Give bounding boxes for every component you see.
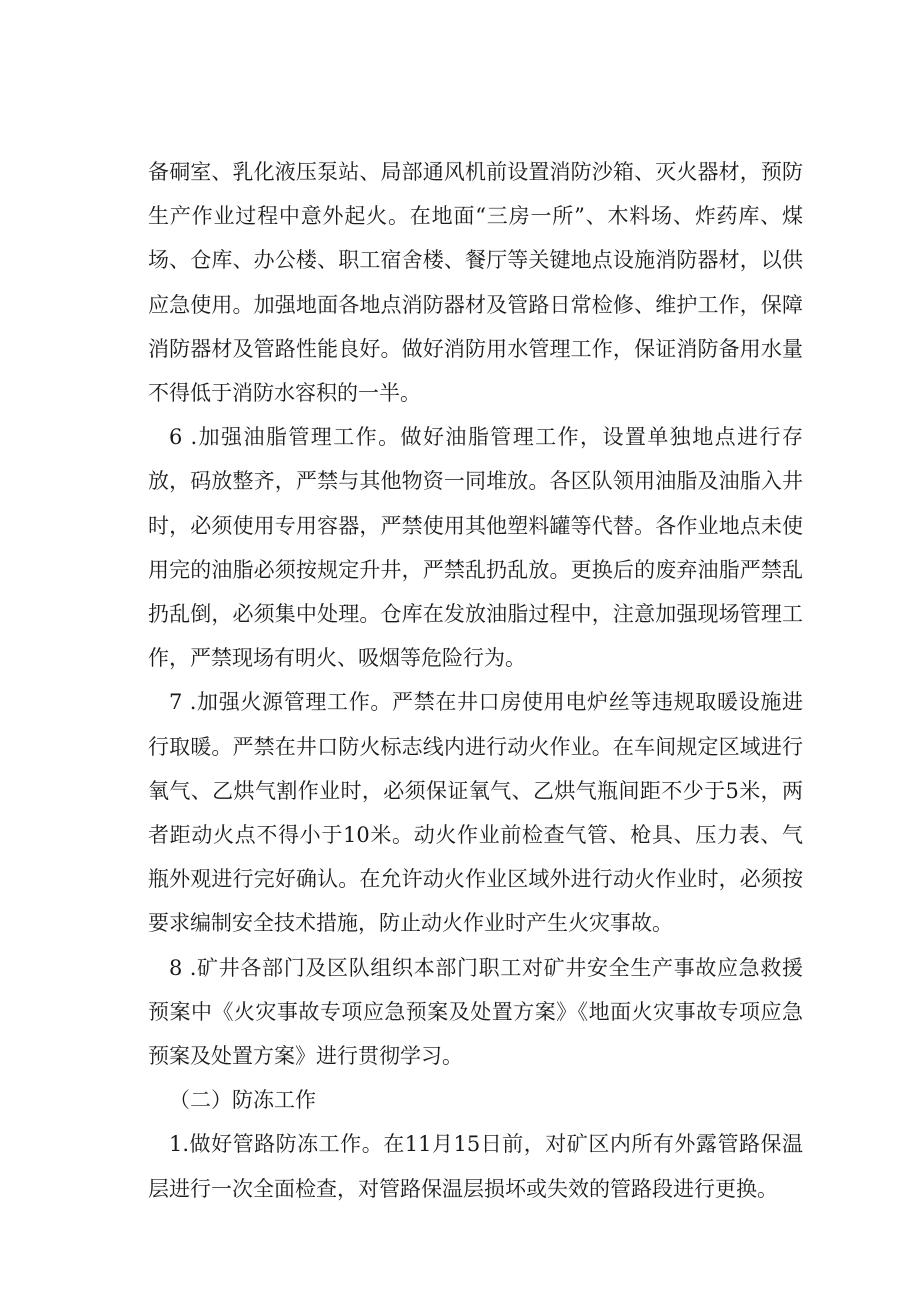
paragraph-fire-equipment: 备硐室、乳化液压泵站、局部通风机前设置消防沙箱、灭火器材，预防生产作业过程中意外起火。在地面“三房一所”、木料场、炸药库、煤场、仓库、办公楼、职工宿舍楼、餐厅等关键地点设施消防器材，以供应急使用。加强地面各地点消防器材及管路日常检修、维护工作，保障消防器材及管路性能良好。做好消防用水管理工作，保证消防备用水量不得低于消防水容积的一半。 bbox=[148, 160, 803, 406]
paragraph-fire-source-management: 7 .加强火源管理工作。严禁在井口房使用电炉丝等违规取暖设施进行取暖。严禁在井口防火标志线内进行动火作业。在车间规定区域进行氧气、乙烘气割作业时，必须保证氧气、乙烘气瓶间距不少于5米，两者距动火点不得小于10米。动火作业前检查气管、枪具、压力表、气瓶外观进行完好确认。在允许动火作业区域外进行动火作业时，必须按要求编制安全技术措施，防止动火作业时产生火灾事故。 bbox=[148, 690, 803, 936]
section-heading-antifreeze: （二）防冻工作 bbox=[169, 1088, 316, 1113]
paragraph-grease-management: 6 .加强油脂管理工作。做好油脂管理工作，设置单独地点进行存放，码放整齐，严禁与其他物资一同堆放。各区队领用油脂及油脂入井时，必须使用专用容器，严禁使用其他塑料罐等代替。各作业地点未使用完的油脂必须按规定升井，严禁乱扔乱放。更换后的废弃油脂严禁乱扔乱倒，必须集中处理。仓库在发放油脂过程中，注意加强现场管理工作，严禁现场有明火、吸烟等危险行为。 bbox=[148, 425, 803, 671]
paragraph-pipeline-antifreeze: 1.做好管路防冻工作。在11月15日前，对矿区内所有外露管路保温层进行一次全面检查，对管路保温层损坏或失效的管路段进行更换。 bbox=[148, 1132, 803, 1201]
document-body bbox=[148, 150, 803, 1211]
paragraph-emergency-plan-study: 8 .矿井各部门及区队组织本部门职工对矿井安全生产事故应急救援预案中《火灾事故专项应急预案及处置方案》《地面火灾事故专项应急预案及处置方案》进行贯彻学习。 bbox=[148, 955, 803, 1069]
